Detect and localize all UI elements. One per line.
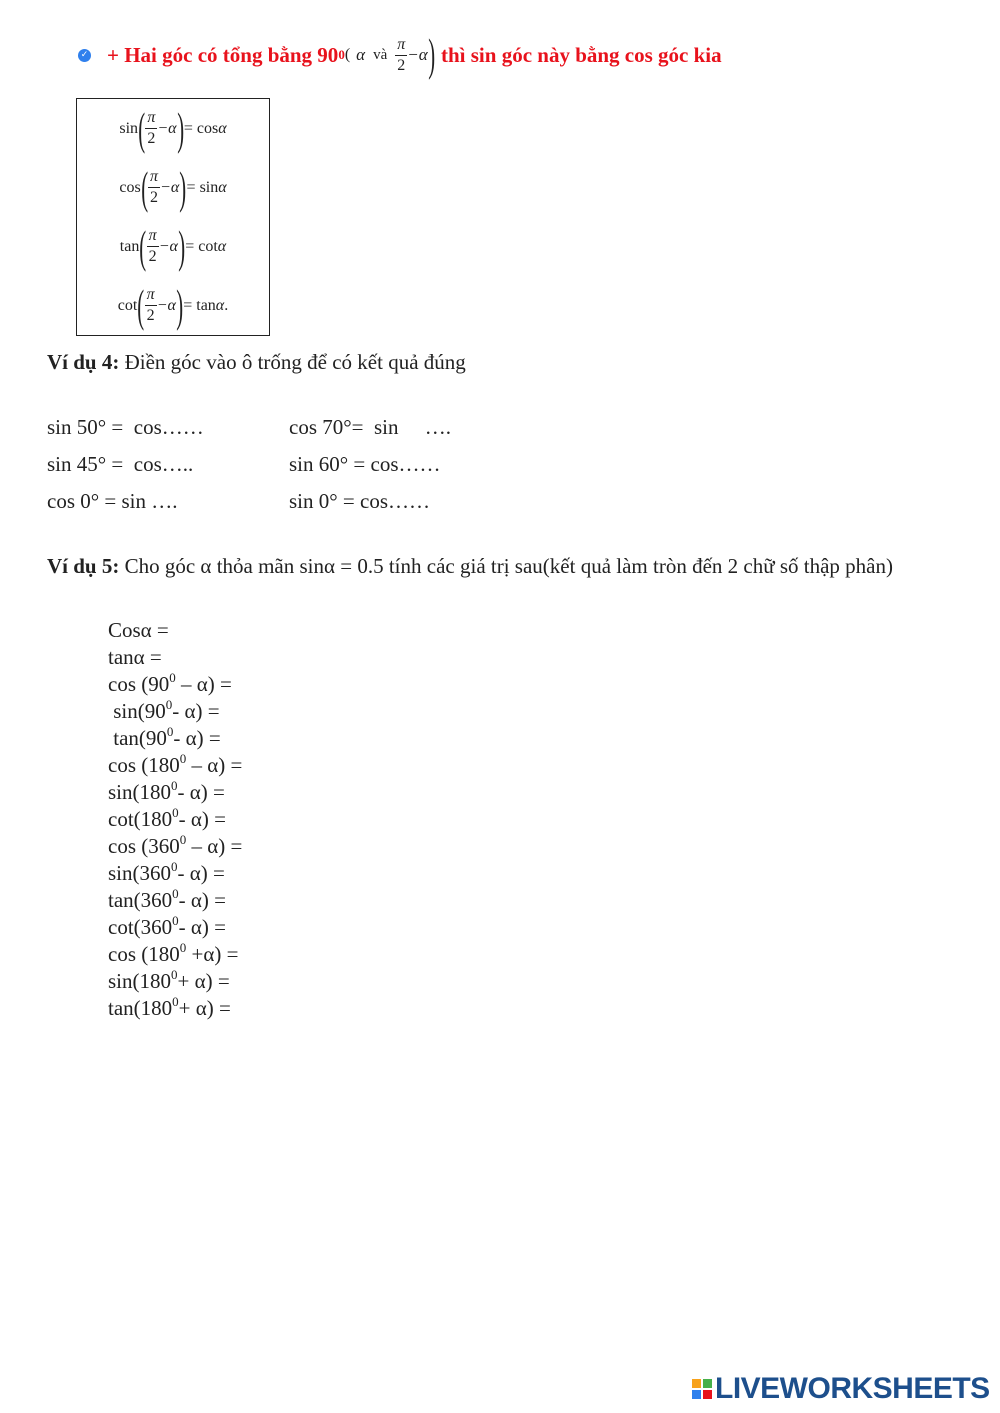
rule-heading: ✓ + Hai góc có tổng bằng 90 0 ( α và $\frac{\pi}{2}$ −α ) thì sin góc này bằng cos góc kia: [78, 32, 722, 78]
check-circle-icon: ✓: [78, 49, 91, 62]
formula-minus-alpha: −α: [158, 237, 178, 255]
answer-expr-tail: – α) =: [186, 753, 243, 777]
example-5-label: Ví dụ 5:: [47, 554, 120, 578]
logo-square-i: [703, 1379, 712, 1388]
example-4-left-cell: cos 0° = sin ….: [47, 489, 178, 513]
formula-rhs: = sin: [186, 178, 219, 196]
right-paren: ): [179, 161, 187, 213]
answer-expr: tan(360: [108, 888, 173, 912]
formula-minus-alpha: −α: [156, 296, 176, 314]
answer-expr-tail: – α) =: [186, 834, 243, 858]
formula-pi: π: [148, 227, 157, 244]
answer-expr-tail: – α) =: [175, 672, 232, 696]
formula-fn: sin: [119, 119, 139, 137]
answer-sup: 0: [166, 724, 174, 739]
example-4-right-cell: sin 0° = cos……: [289, 489, 430, 513]
left-paren: (: [140, 161, 148, 213]
answer-expr: sin(360: [108, 861, 171, 885]
formula-pi: π: [150, 168, 159, 185]
answer-expr: tanα =: [108, 645, 162, 669]
answer-line: [108, 617, 242, 644]
answer-expr-tail: - α) =: [178, 888, 226, 912]
answer-line: [108, 995, 242, 1022]
answer-line: [108, 806, 242, 833]
right-paren: ): [176, 102, 184, 154]
formula-tail: .: [224, 296, 229, 314]
left-paren: (: [139, 220, 147, 272]
formula-two: 2: [146, 307, 155, 324]
answer-expr: sin(90: [108, 699, 166, 723]
answer-sup: 0: [171, 967, 178, 982]
rule-minus-alpha: −α: [407, 45, 428, 64]
rule-alpha: α: [356, 45, 366, 64]
answer-sup: 0: [171, 778, 178, 793]
formula-rhs-var: α: [215, 296, 225, 314]
rule-va: và: [373, 46, 388, 63]
answer-expr-tail: - α) =: [177, 861, 225, 885]
example-5-answer-list: [108, 617, 242, 1022]
answer-sup: 0: [171, 859, 178, 874]
answer-line: [108, 941, 242, 968]
left-paren: (: [138, 102, 146, 154]
answer-expr-tail: - α) =: [173, 726, 221, 750]
answer-line: [108, 752, 242, 779]
answer-expr: tan(90: [108, 726, 167, 750]
logo-square-l: [692, 1379, 701, 1388]
answer-expr-tail: + α) =: [178, 996, 231, 1020]
formula-rhs: = tan: [183, 296, 216, 314]
formula-two: 2: [147, 130, 156, 147]
answer-expr-tail: - α) =: [178, 915, 226, 939]
cofunction-formula-box: [76, 98, 270, 336]
rule-open-paren: (: [344, 46, 351, 63]
answer-line: [108, 644, 242, 671]
answer-expr-tail: - α) =: [177, 780, 225, 804]
formula-rhs-var: α: [218, 178, 227, 196]
rule-close-paren: ): [427, 29, 435, 80]
answer-line: [108, 725, 242, 752]
rule-fraction: [395, 37, 407, 74]
answer-sup: 0: [165, 697, 173, 712]
formula-two: 2: [148, 248, 157, 265]
answer-expr-tail: - α) =: [172, 699, 220, 723]
answer-expr-tail: - α) =: [178, 807, 226, 831]
answer-sup: 0: [172, 886, 179, 901]
answer-sup: 0: [172, 994, 179, 1009]
formula-fn: cot: [117, 296, 138, 314]
answer-line: [108, 860, 242, 887]
formula-rhs: = cos: [183, 119, 219, 137]
left-paren: (: [137, 279, 145, 331]
right-paren: ): [176, 279, 184, 331]
formula-row: [77, 276, 269, 335]
rule-two: 2: [397, 56, 406, 74]
formula-rhs: = cot: [185, 237, 218, 255]
rule-prefix: + Hai góc có tổng bằng 90: [107, 42, 339, 67]
answer-expr: cos (180: [108, 942, 180, 966]
rule-pi: π: [397, 35, 406, 53]
answer-expr: Cosα =: [108, 618, 169, 642]
formula-row: [77, 217, 269, 276]
example-5-title: [47, 553, 962, 580]
answer-expr: tan(180: [108, 996, 173, 1020]
answer-line: [108, 833, 242, 860]
answer-expr: sin(180: [108, 780, 171, 804]
right-paren: ): [178, 220, 186, 272]
formula-rhs-var: α: [218, 119, 227, 137]
answer-expr: cos (90: [108, 672, 170, 696]
formula-fn: tan: [119, 237, 140, 255]
formula-row: [77, 158, 269, 217]
answer-expr: sin(180: [108, 969, 171, 993]
example-4-text: Điền góc vào ô trống để có kết quả đúng: [119, 350, 466, 374]
answer-line: [108, 968, 242, 995]
example-4-right-cell: cos 70°= sin ….: [289, 415, 451, 439]
answer-sup: 0: [172, 913, 179, 928]
example-4-left-cell: sin 50° = cos……: [47, 415, 204, 439]
formula-minus-alpha: −α: [160, 178, 180, 196]
answer-expr: cos (180: [108, 753, 180, 777]
liveworksheets-logo[interactable]: [692, 1372, 990, 1406]
answer-line: [108, 914, 242, 941]
answer-sup: 0: [172, 805, 179, 820]
logo-text: LIVEWORKSHEETS: [715, 1372, 990, 1405]
liveworksheets-logo-icon: [692, 1379, 712, 1399]
rule-suffix: thì sin góc này bằng cos góc kia: [441, 42, 722, 67]
answer-expr: cot(180: [108, 807, 173, 831]
formula-pi: π: [147, 109, 156, 126]
answer-sup: 0: [179, 832, 187, 847]
answer-expr: cos (360: [108, 834, 180, 858]
formula-minus-alpha: −α: [157, 119, 177, 137]
answer-sup: 0: [179, 940, 187, 955]
rule-inline-math: [344, 29, 435, 80]
example-4-title: [47, 350, 466, 375]
answer-sup: 0: [169, 670, 176, 685]
answer-line: [108, 698, 242, 725]
formula-fn: cos: [119, 178, 141, 196]
answer-line: [108, 779, 242, 806]
formula-rhs-var: α: [217, 237, 227, 255]
formula-two: 2: [150, 189, 158, 206]
answer-expr-tail: +α) =: [186, 942, 239, 966]
logo-square-e: [703, 1390, 712, 1399]
formula-pi: π: [146, 286, 155, 303]
formula-row: [77, 99, 269, 158]
logo-square-v: [692, 1390, 701, 1399]
answer-expr: cot(360: [108, 915, 173, 939]
answer-line: [108, 671, 242, 698]
example-4-right-cell: sin 60° = cos……: [289, 452, 441, 476]
answer-sup: 0: [179, 751, 187, 766]
example-4-left-cell: sin 45° = cos…..: [47, 452, 194, 476]
answer-line: [108, 887, 242, 914]
example-5-text: Cho góc α thỏa mãn sinα = 0.5 tính các giá trị sau(kết quả làm tròn đến 2 chữ số thập phân): [119, 554, 893, 578]
answer-expr-tail: + α) =: [177, 969, 230, 993]
example-4-label: Ví dụ 4:: [47, 350, 120, 374]
